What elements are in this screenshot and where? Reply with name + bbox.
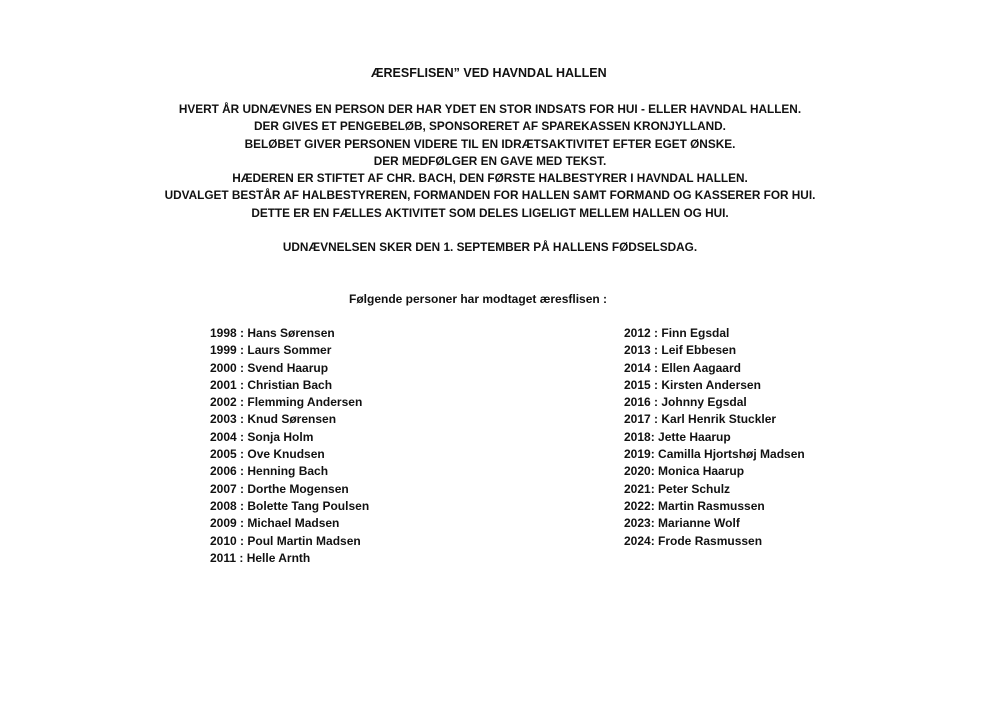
recipient-item: 2021: Peter Schulz [624,481,731,496]
recipient-item: 2001 : Christian Bach [210,377,333,392]
recipient-item: 2002 : Flemming Andersen [210,395,363,410]
recipient-item: 2014 : Ellen Aagaard [624,360,741,375]
intro-line: UDVALGET BESTÅR AF HALBESTYREREN, FORMANDEN FOR HALLEN SAMT FORMAND OG KASSERER FOR HUI. [164,188,816,203]
recipient-item: 1999 : Laurs Sommer [210,343,332,358]
recipient-item: 2017 : Karl Henrik Stuckler [624,412,777,427]
recipient-item: 2018: Jette Haarup [624,429,731,444]
recipients-heading: Følgende personer har modtaget æresflisen : [349,292,608,306]
recipient-item: 2023: Marianne Wolf [624,516,740,531]
recipient-item: 2003 : Knud Sørensen [210,412,337,427]
recipient-item: 2022: Martin Rasmussen [624,498,765,513]
intro-line: HVERT ÅR UDNÆVNES EN PERSON DER HAR YDET EN STOR INDSATS FOR HUI - ELLER HAVNDAL HALLEN. [178,102,802,116]
recipient-item: 2019: Camilla Hjortshøj Madsen [624,447,805,462]
recipient-item: 2009 : Michael Madsen [210,516,340,531]
recipient-item: 2011 : Helle Arnth [210,550,311,565]
intro-line: DER GIVES ET PENGEBELØB, SPONSORERET AF SPAREKASSEN KRONJYLLAND. [254,119,726,134]
recipient-item: 2024: Frode Rasmussen [624,533,763,548]
recipient-item: 2004 : Sonja Holm [210,429,314,444]
recipient-item: 2016 : Johnny Egsdal [624,395,747,410]
recipient-item: 2000 : Svend Haarup [210,360,329,375]
page-title: ÆRESFLISEN” VED HAVNDAL HALLEN [371,66,607,80]
appointment-date-text: UDNÆVNELSEN SKER DEN 1. SEPTEMBER PÅ HALLENS FØDSELSDAG. [282,240,698,254]
intro-line: DER MEDFØLGER EN GAVE MED TEKST. [373,153,607,168]
recipient-item: 2006 : Henning Bach [210,464,329,479]
recipient-item: 2020: Monica Haarup [624,464,745,479]
recipients-list-left [210,325,369,567]
recipient-item: 1998 : Hans Sørensen [210,326,335,340]
intro-line: HÆDEREN ER STIFTET AF CHR. BACH, DEN FØRSTE HALBESTYRER I HAVNDAL HALLEN. [232,171,748,186]
intro-line: DETTE ER EN FÆLLES AKTIVITET SOM DELES LIGELIGT MELLEM HALLEN OG HUI. [251,205,729,220]
recipient-item: 2012 : Finn Egsdal [624,326,730,340]
intro-line: BELØBET GIVER PERSONEN VIDERE TIL EN IDRÆTSAKTIVITET EFTER EGET ØNSKE. [244,136,736,151]
recipient-item: 2015 : Kirsten Andersen [624,377,761,392]
recipient-item: 2010 : Poul Martin Madsen [210,533,361,548]
recipient-item: 2007 : Dorthe Mogensen [210,481,349,496]
recipient-item: 2008 : Bolette Tang Poulsen [210,498,370,513]
recipient-item: 2013 : Leif Ebbesen [624,343,737,358]
intro-text [160,101,820,222]
recipient-item: 2005 : Ove Knudsen [210,447,325,462]
recipients-list-right [624,325,805,550]
